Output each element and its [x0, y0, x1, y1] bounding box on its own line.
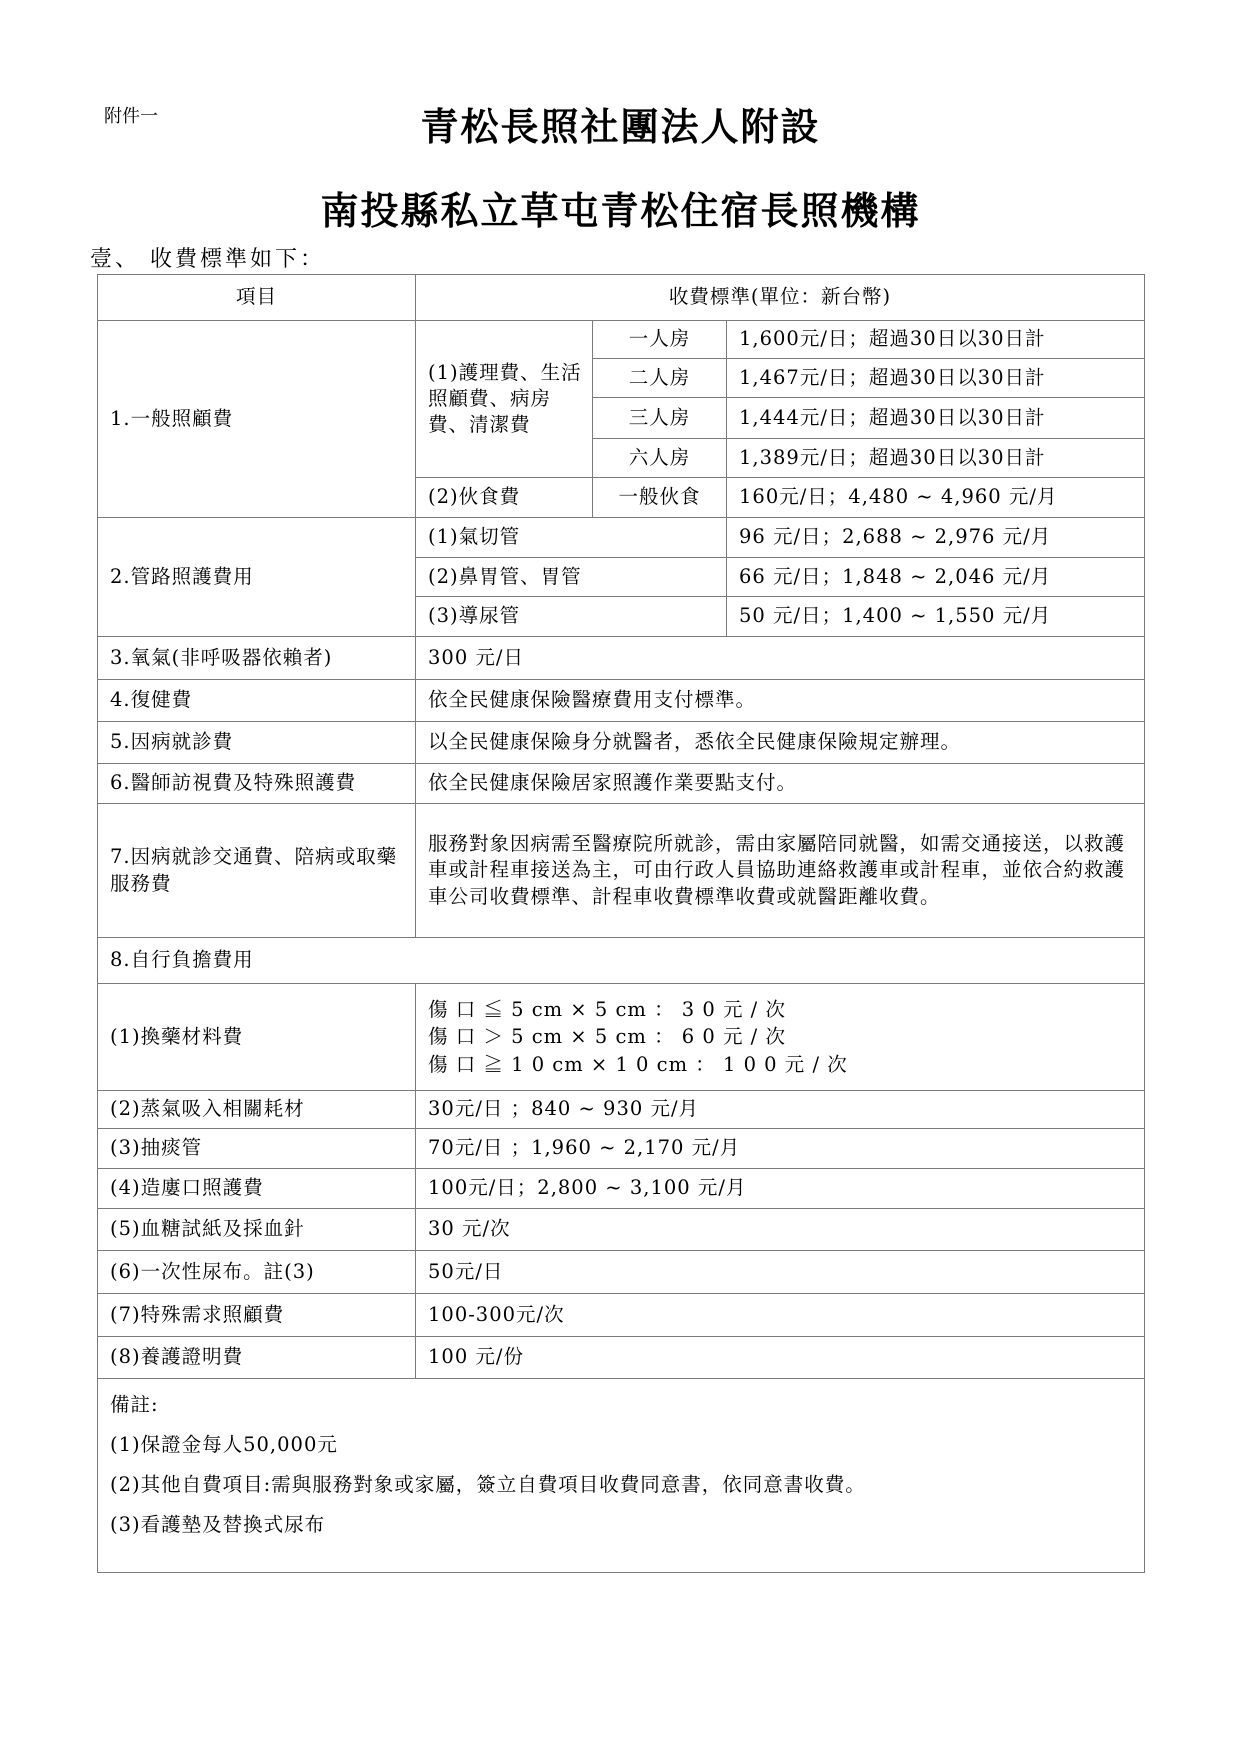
fee-table: [97, 274, 1145, 1573]
row-value: 依全民健康保險居家照護作業要點支付。: [416, 764, 1145, 804]
row-value: 以全民健康保險身分就醫者，悉依全民健康保險規定辦理。: [416, 722, 1145, 764]
tube-care-label: 2.管路照護費用: [98, 518, 416, 637]
note-line: (3)看護墊及替換式尿布: [110, 1513, 326, 1536]
row-label: 3.氧氣(非呼吸器依賴者): [98, 637, 416, 680]
title-line2: 南投縣私立草屯青松住宿長照機構: [320, 188, 921, 233]
row-value: 300 元/日: [416, 637, 1145, 680]
item-value: 100-300元/次: [416, 1294, 1145, 1337]
item-value: 30元/日 ；840 ~ 930 元/月: [416, 1091, 1145, 1129]
header-standard: 收費標準(單位：新台幣): [416, 275, 1145, 321]
dressing-line: 傷 口 ≦ 5 cm × 5 cm ： 3 0 元 / 次: [428, 998, 786, 1022]
item-label: (8)養護證明費: [98, 1337, 416, 1379]
item-label: (3)抽痰管: [98, 1129, 416, 1169]
section-heading: 壹、 收費標準如下：: [90, 247, 325, 272]
table-row: [98, 1209, 1145, 1251]
item-label: (4)造廔口照護費: [98, 1169, 416, 1209]
meal-type: 一般伙食: [593, 478, 727, 518]
table-row: [98, 680, 1145, 722]
table-row: [98, 321, 1145, 359]
row-label: 6.醫師訪視費及特殊照護費: [98, 764, 416, 804]
meal-label: (2)伙食費: [416, 478, 593, 518]
table-row: [98, 1129, 1145, 1169]
tube-item-name: (3)導尿管: [416, 597, 727, 637]
general-care-sub1: (1)護理費、生活照顧費、病房費、清潔費: [416, 321, 593, 478]
tube-item-fee: 66 元/日；1,848 ~ 2,046 元/月: [727, 558, 1145, 597]
row-label: 5.因病就診費: [98, 722, 416, 764]
table-row: [98, 1294, 1145, 1337]
tube-item-fee: 96 元/日；2,688 ~ 2,976 元/月: [727, 518, 1145, 558]
table-row: [98, 1251, 1145, 1294]
item-value: 50元/日: [416, 1251, 1145, 1294]
general-care-label: 1.一般照顧費: [98, 321, 416, 518]
room-type: 一人房: [593, 321, 727, 359]
table-row: [98, 637, 1145, 680]
table-header-row: [98, 275, 1145, 321]
item-value: 100 元/份: [416, 1337, 1145, 1379]
item-label: (2)蒸氣吸入相關耗材: [98, 1091, 416, 1129]
dressing-line: 傷 口 ＞ 5 cm × 5 cm ： 6 0 元 / 次: [428, 1025, 786, 1049]
transport-label: 7.因病就診交通費、陪病或取藥服務費: [98, 804, 416, 938]
note-line: (1)保證金每人50,000元: [110, 1433, 338, 1456]
meal-fee: 160元/日；4,480 ~ 4,960 元/月: [727, 478, 1145, 518]
table-row: [98, 1169, 1145, 1209]
item-value: 30 元/次: [416, 1209, 1145, 1251]
table-row: [98, 722, 1145, 764]
item-value: 100元/日；2,800 ~ 3,100 元/月: [416, 1169, 1145, 1209]
header-item: 項目: [98, 275, 416, 321]
row-value: 依全民健康保險醫療費用支付標準。: [416, 680, 1145, 722]
table-row: [98, 804, 1145, 938]
attachment-label: 附件一: [104, 106, 158, 127]
room-fee: 1,389元/日；超過30日以30日計: [727, 439, 1145, 478]
room-type: 二人房: [593, 359, 727, 398]
item-label: (6)一次性尿布。註(3): [98, 1251, 416, 1294]
row-label: 4.復健費: [98, 680, 416, 722]
notes-title: 備註:: [110, 1393, 159, 1416]
table-row: [98, 1337, 1145, 1379]
room-fee: 1,467元/日；超過30日以30日計: [727, 359, 1145, 398]
notes-row: [98, 1379, 1145, 1573]
tube-item-name: (2)鼻胃管、胃管: [416, 558, 727, 597]
table-row: [98, 984, 1145, 1091]
room-type: 六人房: [593, 439, 727, 478]
self-pay-label: 8.自行負擔費用: [98, 938, 1145, 984]
dressing-fees: [416, 984, 1145, 1091]
notes: [98, 1379, 1145, 1573]
room-fee: 1,600元/日；超過30日以30日計: [727, 321, 1145, 359]
room-type: 三人房: [593, 398, 727, 439]
table-row: [98, 764, 1145, 804]
item-value: 70元/日 ；1,960 ~ 2,170 元/月: [416, 1129, 1145, 1169]
table-row: [98, 1091, 1145, 1129]
table-row: [98, 518, 1145, 558]
dressing-label: (1)換藥材料費: [98, 984, 416, 1091]
item-label: (5)血糖試紙及採血針: [98, 1209, 416, 1251]
note-line: (2)其他自費項目:需與服務對象或家屬，簽立自費項目收費同意書，依同意書收費。: [110, 1473, 866, 1496]
title-line1: 青松長照社團法人附設: [420, 104, 821, 149]
room-fee: 1,444元/日；超過30日以30日計: [727, 398, 1145, 439]
tube-item-name: (1)氣切管: [416, 518, 727, 558]
item-label: (7)特殊需求照顧費: [98, 1294, 416, 1337]
dressing-line: 傷 口 ≧ 1 0 cm × 1 0 cm ： 1 0 0 元 / 次: [428, 1052, 848, 1076]
table-row: [98, 938, 1145, 984]
transport-value: 服務對象因病需至醫療院所就診，需由家屬陪同就醫，如需交通接送，以救護車或計程車接送為主，可由行政人員協助連絡救護車或計程車，並依合約救護車公司收費標準、計程車收費標準收費或就醫距離收費。: [416, 804, 1145, 938]
tube-item-fee: 50 元/日；1,400 ~ 1,550 元/月: [727, 597, 1145, 637]
